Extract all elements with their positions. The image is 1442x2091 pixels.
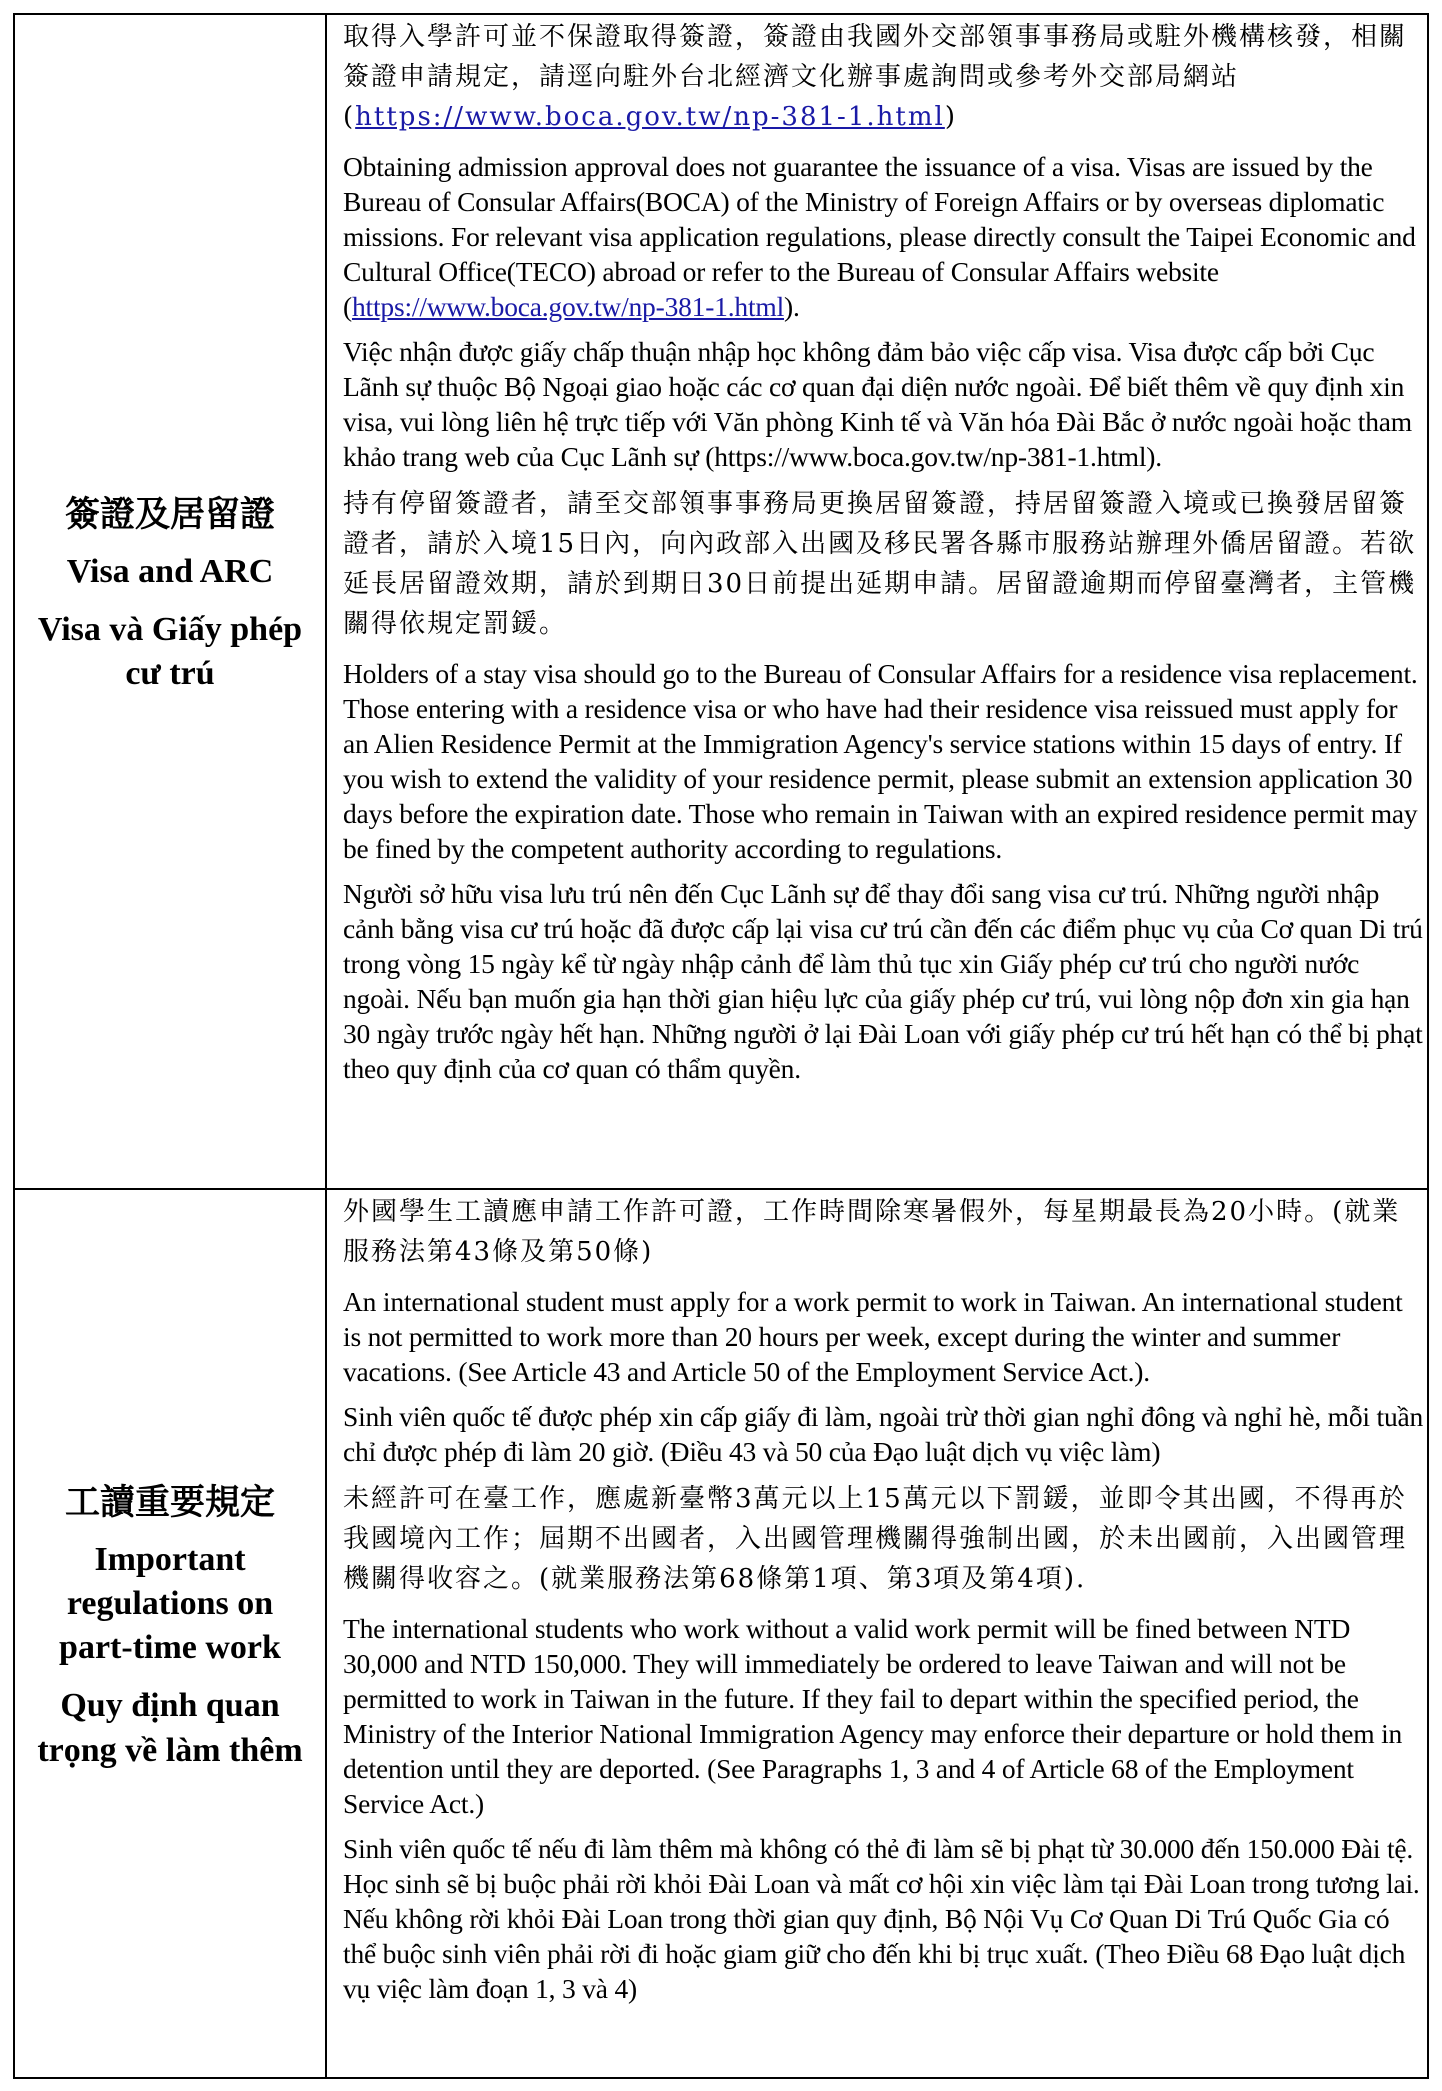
visa-p2-vi: Người sở hữu visa lưu trú nên đến Cục Lãnh sự để thay đổi sang visa cư trú. Những người nhập cảnh bằng visa cư trú hoặc đã được cấp lại visa cư trú cần đến các điểm phục vụ của Cơ quan Di trú trong vòng 15 ngày kể từ ngày nhập cảnh để làm thủ tục xin Giấy phép cư trú cho người nước ngoài. Nếu bạn muốn gia hạn thời gian hiệu lực của giấy phép cư trú, vui lòng nộp đơn xin gia hạn 30 ngày trước ngày hết hạn. Những người ở lại Đài Loan với giấy phép cư trú hết hạn có thể bị phạt theo quy định của cơ quan có thẩm quyền. [343, 878, 1423, 1084]
visa-p1-en-end: ). [784, 291, 800, 322]
visa-label-vi: Visa và Giấy phép cư trú [37, 611, 303, 693]
work-label-zh: 工讀重要規定 [64, 1482, 275, 1524]
boca-link-en[interactable]: https://www.boca.gov.tw/np-381-1.html [351, 291, 785, 322]
visa-arc-content-cell [326, 14, 1428, 1189]
work-content-cell [326, 1189, 1428, 2078]
visa-p1-en [343, 149, 1425, 324]
visa-p2-en: Holders of a stay visa should go to the Bureau of Consular Affairs for a residence visa replacement. Those entering with a residence visa or who have had their residence visa reissued must apply for an Alien Residence Permit at the Immigration Agency's service stations within 15 days of entry. If you wish to extend the validity of your residence permit, please submit an extension application 30 days before the expiration date. Those who remain in Taiwan with an expired residence permit may be fined by the competent authority according to regulations. [343, 658, 1418, 864]
visa-p1-en-text: Obtaining admission approval does not guarantee the issuance of a visa. Visas are issued by the Bureau of Consular Affairs(BOCA) of the Ministry of Foreign Affairs or by overseas diplomatic missions. For relevant visa application regulations, please directly consult the Taipei Economic and Cultural Office(TECO) abroad or refer to the Bureau of Consular Affairs website ( [343, 151, 1416, 322]
work-p1-zh: 外國學生工讀應申請工作許可證，工作時間除寒暑假外，每星期最長為20小時。(就業服務法第43條及第50條) [343, 1197, 1401, 1267]
work-label-vi: Quy định quan trọng về làm thêm [37, 1687, 303, 1769]
visa-arc-row [14, 14, 1428, 1189]
part-time-work-row [14, 1189, 1428, 2078]
regulations-table [13, 13, 1429, 2079]
work-p2-vi: Sinh viên quốc tế nếu đi làm thêm mà không có thẻ đi làm sẽ bị phạt từ 30.000 đến 150.000 Đài tệ. Học sinh sẽ bị buộc phải rời khỏi Đài Loan và mất cơ hội xin việc làm tại Đài Loan trong tương lai. Nếu không rời khỏi Đài Loan trong thời gian quy định, Bộ Nội Vụ Cơ Quan Di Trú Quốc Gia có thể buộc sinh viên phải rời đi hoặc giam giữ cho đến khi bị trục xuất. (Theo Điều 68 Đạo luật dịch vụ việc làm đoạn 1, 3 và 4) [343, 1833, 1420, 2004]
visa-p1-zh-text: 取得入學許可並不保證取得簽證，簽證由我國外交部領事事務局或駐外機構核發，相關簽證申請規定，請逕向駐外台北經濟文化辦事處詢問或參考外交部局網站( [343, 22, 1408, 132]
work-label-en: Important regulations on part-time work [59, 1540, 281, 1667]
work-p1-vi: Sinh viên quốc tế được phép xin cấp giấy đi làm, ngoài trừ thời gian nghỉ đông và nghỉ hè, mỗi tuần chỉ được phép đi làm 20 giờ. (Điều 43 và 50 của Đạo luật dịch vụ việc làm) [343, 1401, 1424, 1467]
work-p2-zh: 未經許可在臺工作，應處新臺幣3萬元以上15萬元以下罰鍰，並即令其出國，不得再於我國境內工作；屆期不出國者，入出國管理機關得強制出國，於未出國前，入出國管理機關得收容之。(就業服務法第68條第1項、第3項及第4項). [343, 1484, 1408, 1594]
visa-label-en: Visa and ARC [66, 552, 274, 590]
visa-p2-zh: 持有停留簽證者，請至交部領事事務局更換居留簽證，持居留簽證入境或已換發居留簽證者，請於入境15日內，向內政部入出國及移民署各縣市服務站辦理外僑居留證。若欲延長居留證效期，請於到期日30日前提出延期申請。居留證逾期而停留臺灣者，主管機關得依規定罰鍰。 [343, 489, 1417, 639]
boca-link-zh[interactable]: https://www.boca.gov.tw/np-381-1.html [355, 102, 945, 132]
work-label-cell [14, 1189, 326, 2078]
work-p1-en: An international student must apply for a work permit to work in Taiwan. An international student is not permitted to work more than 20 hours per week, except during the winter and summer vacations. (See Article 43 and Article 50 of the Employment Service Act.). [343, 1286, 1403, 1387]
work-p2-en: The international students who work without a valid work permit will be fined between NTD 30,000 and NTD 150,000. They will immediately be ordered to leave Taiwan and will not be permitted to work in Taiwan in the future. If they fail to depart within the specified period, the Ministry of the Interior National Immigration Agency may enforce their departure or hold them in detention until they are deported. (See Paragraphs 1, 3 and 4 of Article 68 of the Employment Service Act.) [343, 1613, 1403, 1819]
visa-p1-vi: Việc nhận được giấy chấp thuận nhập học không đảm bảo việc cấp visa. Visa được cấp bởi Cục Lãnh sự thuộc Bộ Ngoại giao hoặc các cơ quan đại diện nước ngoài. Để biết thêm về quy định xin visa, vui lòng liên hệ trực tiếp với Văn phòng Kinh tế và Văn hóa Đài Bắc ở nước ngoài hoặc tham khảo trang web của Cục Lãnh sự (https://www.boca.gov.tw/np-381-1.html). [343, 336, 1412, 472]
visa-arc-label-cell [14, 14, 326, 1189]
visa-p1-zh [343, 17, 1425, 137]
visa-label-zh: 簽證及居留證 [64, 494, 275, 536]
visa-p1-zh-end: ) [944, 102, 957, 132]
